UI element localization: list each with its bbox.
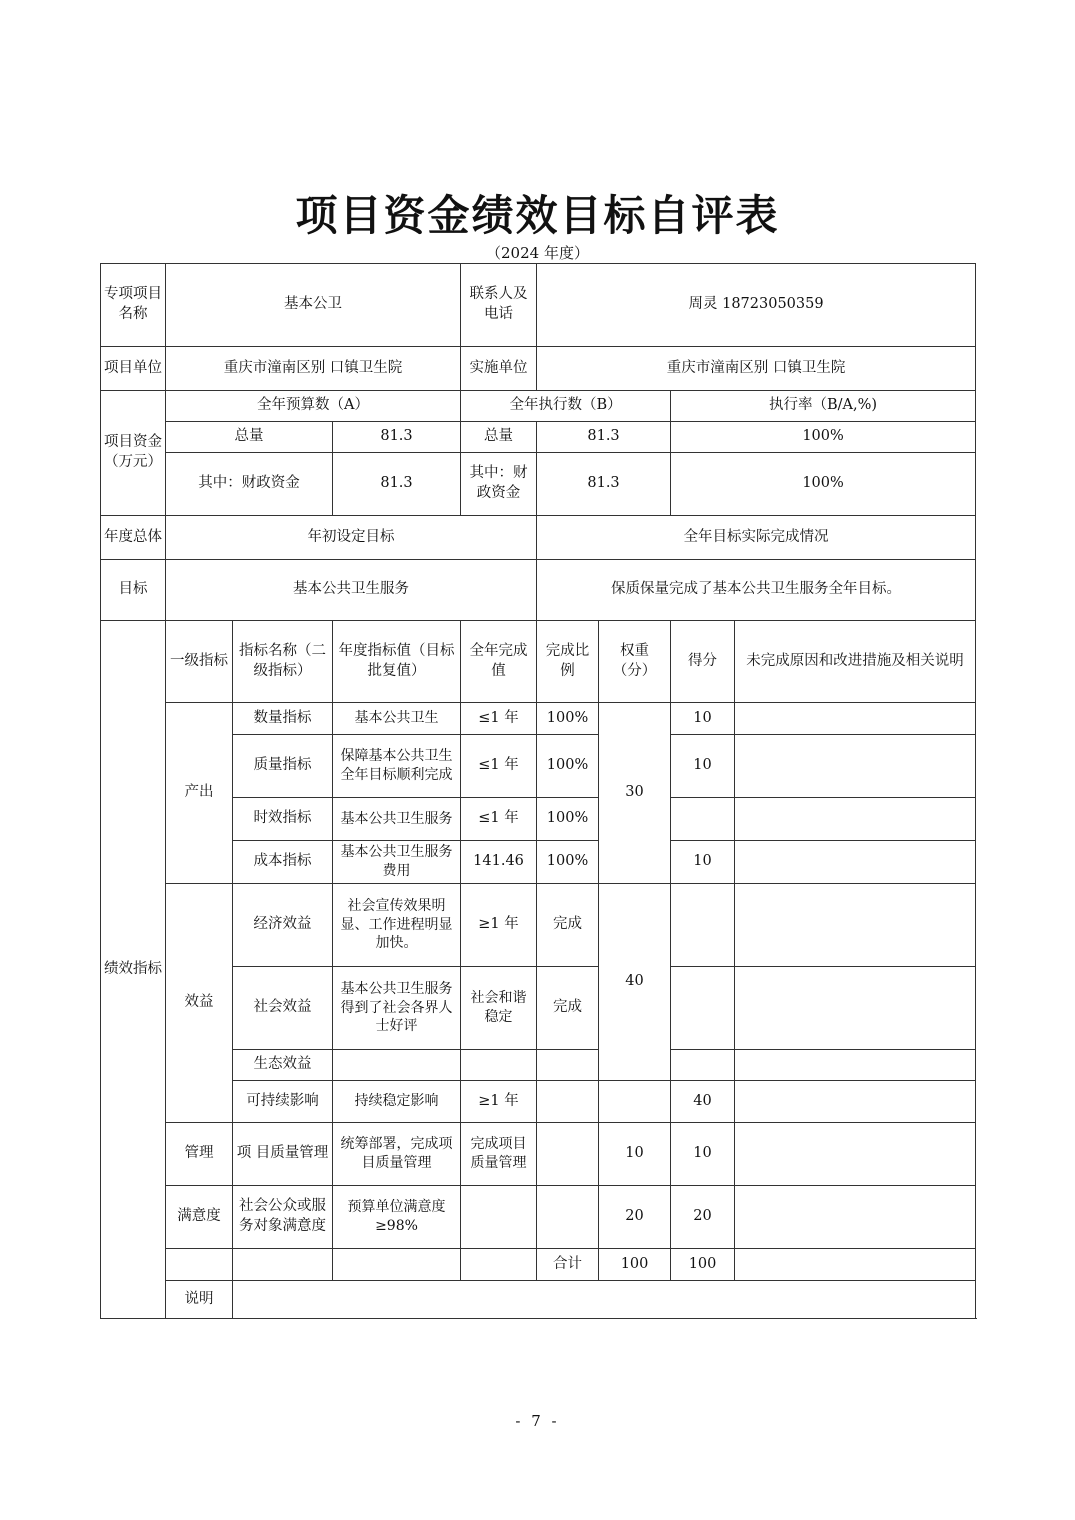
fiscal-label: 其中：财政资金 bbox=[166, 453, 333, 516]
quality-score: 10 bbox=[671, 735, 735, 798]
actual-goal: 保质保量完成了基本公共卫生服务全年目标。 bbox=[537, 560, 976, 621]
cost-target: 基本公共卫生服务费用 bbox=[333, 841, 461, 884]
quantity-name: 数量指标 bbox=[233, 703, 333, 735]
quantity-note bbox=[735, 703, 976, 735]
total-empty-1 bbox=[166, 1249, 233, 1281]
ecological-note bbox=[735, 1050, 976, 1081]
col-weight: 权重（分） bbox=[599, 621, 671, 703]
benefit-weight: 40 bbox=[599, 884, 671, 1081]
fiscal-rate: 100% bbox=[671, 453, 976, 516]
cost-name: 成本指标 bbox=[233, 841, 333, 884]
economic-actual: ≥1 年 bbox=[461, 884, 537, 967]
cost-score: 10 bbox=[671, 841, 735, 884]
goals-label: 年度总体 bbox=[101, 516, 166, 560]
indicators-label: 绩效指标 bbox=[101, 621, 166, 1319]
contact-value: 周灵 18723050359 bbox=[537, 264, 976, 347]
sustainable-actual: ≥1 年 bbox=[461, 1081, 537, 1123]
satisfaction-actual bbox=[461, 1186, 537, 1249]
timeliness-note bbox=[735, 798, 976, 841]
sustainable-weight bbox=[599, 1081, 671, 1123]
total-rate: 100% bbox=[671, 422, 976, 453]
col-name: 指标名称（二级指标） bbox=[233, 621, 333, 703]
satisfaction-label: 满意度 bbox=[166, 1186, 233, 1249]
total-empty-4 bbox=[461, 1249, 537, 1281]
exec-header: 全年执行数（B） bbox=[461, 391, 671, 422]
col-target: 年度指标值（目标批复值） bbox=[333, 621, 461, 703]
note-label: 说明 bbox=[166, 1281, 233, 1319]
economic-target: 社会宣传效果明显、工作进程明显加快。 bbox=[333, 884, 461, 967]
economic-score bbox=[671, 884, 735, 967]
col-actual: 全年完成值 bbox=[461, 621, 537, 703]
total-budget: 81.3 bbox=[333, 422, 461, 453]
total-empty-3 bbox=[333, 1249, 461, 1281]
management-weight: 10 bbox=[599, 1123, 671, 1186]
note-value bbox=[233, 1281, 976, 1319]
quality-note bbox=[735, 735, 976, 798]
unit-label: 项目单位 bbox=[101, 347, 166, 391]
rate-header: 执行率（B/A,%) bbox=[671, 391, 976, 422]
economic-name: 经济效益 bbox=[233, 884, 333, 967]
actual-goal-header: 全年目标实际完成情况 bbox=[537, 516, 976, 560]
fiscal-budget: 81.3 bbox=[333, 453, 461, 516]
sustainable-name: 可持续影响 bbox=[233, 1081, 333, 1123]
management-ratio bbox=[537, 1123, 599, 1186]
total-exec: 81.3 bbox=[537, 422, 671, 453]
satisfaction-target: 预算单位满意度≥98% bbox=[333, 1186, 461, 1249]
contact-label: 联系人及电话 bbox=[461, 264, 537, 347]
cost-ratio: 100% bbox=[537, 841, 599, 884]
satisfaction-name: 社会公众或服务对象满意度 bbox=[233, 1186, 333, 1249]
timeliness-target: 基本公共卫生服务 bbox=[333, 798, 461, 841]
year-subtitle: （2024 年度） bbox=[486, 244, 589, 262]
page-title: 项目资金绩效目标自评表 bbox=[295, 191, 780, 240]
total-empty-2 bbox=[233, 1249, 333, 1281]
initial-goal-header: 年初设定目标 bbox=[166, 516, 537, 560]
quantity-actual: ≤1 年 bbox=[461, 703, 537, 735]
budget-header: 全年预算数（A） bbox=[166, 391, 461, 422]
funds-label: 项目资金（万元） bbox=[101, 391, 166, 516]
management-note bbox=[735, 1123, 976, 1186]
col-level1: 一级指标 bbox=[166, 621, 233, 703]
mgmt-label: 管理 bbox=[166, 1123, 233, 1186]
timeliness-ratio: 100% bbox=[537, 798, 599, 841]
output-weight: 30 bbox=[599, 703, 671, 884]
social-name: 社会效益 bbox=[233, 967, 333, 1050]
satisfaction-note bbox=[735, 1186, 976, 1249]
management-name: 项 目质量管理 bbox=[233, 1123, 333, 1186]
sustainable-note bbox=[735, 1081, 976, 1123]
management-target: 统筹部署，完成项目质量管理 bbox=[333, 1123, 461, 1186]
target-label: 目标 bbox=[101, 560, 166, 621]
total-note bbox=[735, 1249, 976, 1281]
satisfaction-ratio bbox=[537, 1186, 599, 1249]
economic-note bbox=[735, 884, 976, 967]
ecological-score bbox=[671, 1050, 735, 1081]
management-actual: 完成项目质量管理 bbox=[461, 1123, 537, 1186]
unit-value: 重庆市潼南区别 口镇卫生院 bbox=[166, 347, 461, 391]
sustainable-score: 40 bbox=[671, 1081, 735, 1123]
timeliness-score bbox=[671, 798, 735, 841]
quantity-score: 10 bbox=[671, 703, 735, 735]
cost-actual: 141.46 bbox=[461, 841, 537, 884]
ecological-actual bbox=[461, 1050, 537, 1081]
quality-name: 质量指标 bbox=[233, 735, 333, 798]
project-name: 基本公卫 bbox=[166, 264, 461, 347]
output-label: 产出 bbox=[166, 703, 233, 884]
col-score: 得分 bbox=[671, 621, 735, 703]
col-note: 未完成原因和改进措施及相关说明 bbox=[735, 621, 976, 703]
management-score: 10 bbox=[671, 1123, 735, 1186]
ecological-target bbox=[333, 1050, 461, 1081]
satisfaction-weight: 20 bbox=[599, 1186, 671, 1249]
social-score bbox=[671, 967, 735, 1050]
fiscal-exec: 81.3 bbox=[537, 453, 671, 516]
quality-target: 保障基本公共卫生全年目标顺利完成 bbox=[333, 735, 461, 798]
quality-actual: ≤1 年 bbox=[461, 735, 537, 798]
quality-ratio: 100% bbox=[537, 735, 599, 798]
total-weight: 100 bbox=[599, 1249, 671, 1281]
social-ratio: 完成 bbox=[537, 967, 599, 1050]
economic-ratio: 完成 bbox=[537, 884, 599, 967]
project-name-label: 专项项目名称 bbox=[101, 264, 166, 347]
total-exec-label: 总量 bbox=[461, 422, 537, 453]
ecological-name: 生态效益 bbox=[233, 1050, 333, 1081]
total-label: 总量 bbox=[166, 422, 333, 453]
ecological-ratio bbox=[537, 1050, 599, 1081]
evaluation-table bbox=[100, 263, 976, 1319]
sustainable-target: 持续稳定影响 bbox=[333, 1081, 461, 1123]
timeliness-name: 时效指标 bbox=[233, 798, 333, 841]
page-number: - 7 - bbox=[515, 1412, 560, 1430]
satisfaction-score: 20 bbox=[671, 1186, 735, 1249]
sustainable-ratio bbox=[537, 1081, 599, 1123]
total-score: 100 bbox=[671, 1249, 735, 1281]
total-label-cell: 合计 bbox=[537, 1249, 599, 1281]
quantity-target: 基本公共卫生 bbox=[333, 703, 461, 735]
social-note bbox=[735, 967, 976, 1050]
benefit-label: 效益 bbox=[166, 884, 233, 1123]
cost-note bbox=[735, 841, 976, 884]
col-ratio: 完成比例 bbox=[537, 621, 599, 703]
impl-unit-label: 实施单位 bbox=[461, 347, 537, 391]
quantity-ratio: 100% bbox=[537, 703, 599, 735]
impl-unit-value: 重庆市潼南区别 口镇卫生院 bbox=[537, 347, 976, 391]
timeliness-actual: ≤1 年 bbox=[461, 798, 537, 841]
social-actual: 社会和谐稳定 bbox=[461, 967, 537, 1050]
social-target: 基本公共卫生服务得到了社会各界人士好评 bbox=[333, 967, 461, 1050]
initial-goal: 基本公共卫生服务 bbox=[166, 560, 537, 621]
fiscal-exec-label: 其中：财政资金 bbox=[461, 453, 537, 516]
